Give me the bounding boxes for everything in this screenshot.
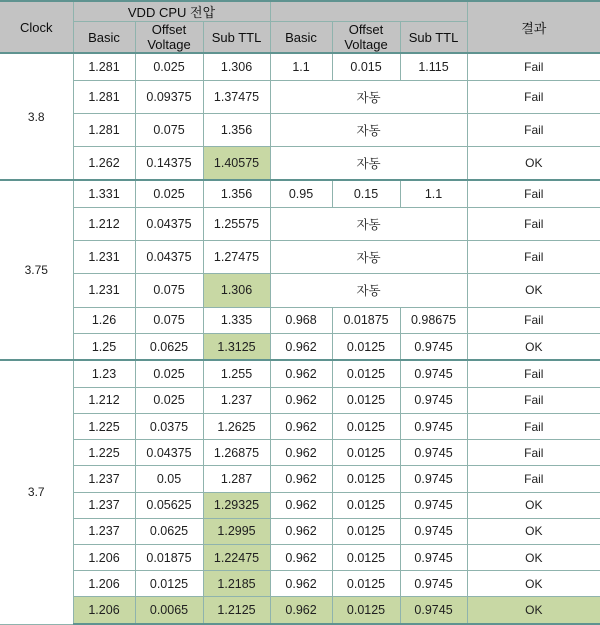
cell-offset-1: 0.09375: [135, 80, 203, 113]
cell-result: Fail: [467, 440, 600, 466]
cell-sub-ttl-1: 1.40575: [203, 146, 270, 180]
cell-result: Fail: [467, 80, 600, 113]
cell-basic-1: 1.281: [73, 80, 135, 113]
cell-offset-2: 0.0125: [332, 466, 400, 492]
cell-sub-ttl-1: 1.2185: [203, 571, 270, 597]
cell-offset-1: 0.0065: [135, 597, 203, 624]
cell-basic-2: 0.962: [270, 440, 332, 466]
cell-basic-1: 1.212: [73, 208, 135, 241]
cell-result: Fail: [467, 180, 600, 207]
cell-result: OK: [467, 544, 600, 570]
cell-basic-2: 0.962: [270, 360, 332, 387]
cell-offset-1: 0.025: [135, 53, 203, 80]
cell-result: Fail: [467, 53, 600, 80]
cell-offset-1: 0.075: [135, 307, 203, 333]
header-group-secondary: [270, 1, 467, 22]
cell-auto-mode: 자동: [270, 146, 467, 180]
cell-basic-1: 1.206: [73, 597, 135, 624]
cell-auto-mode: 자동: [270, 274, 467, 307]
cell-sub-ttl-2: 0.9745: [400, 571, 467, 597]
header-offset2-line2: Voltage: [344, 37, 388, 52]
cell-sub-ttl-2: 0.9745: [400, 414, 467, 440]
cell-basic-2: 0.962: [270, 597, 332, 624]
cell-result: OK: [467, 597, 600, 624]
cell-offset-2: 0.0125: [332, 387, 400, 413]
cell-basic-1: 1.225: [73, 414, 135, 440]
cell-offset-2: 0.15: [332, 180, 400, 207]
cell-auto-mode: 자동: [270, 241, 467, 274]
cell-basic-1: 1.23: [73, 360, 135, 387]
table-row: [0, 80, 600, 113]
table-row: [0, 113, 600, 146]
header-basic-2: Basic: [270, 22, 332, 54]
table-row: [0, 571, 600, 597]
table-row: [0, 307, 600, 333]
cell-offset-2: 0.0125: [332, 333, 400, 360]
cell-sub-ttl-2: 0.9745: [400, 544, 467, 570]
table-body: [0, 53, 600, 624]
cell-result: OK: [467, 146, 600, 180]
cell-offset-2: 0.015: [332, 53, 400, 80]
cell-sub-ttl-2: 1.1: [400, 180, 467, 207]
cell-basic-2: 0.962: [270, 544, 332, 570]
table-row: [0, 440, 600, 466]
header-offset-voltage-2: [332, 22, 400, 54]
cell-offset-2: 0.01875: [332, 307, 400, 333]
cell-sub-ttl-2: 0.9745: [400, 492, 467, 518]
cell-sub-ttl-1: 1.2625: [203, 414, 270, 440]
cell-offset-2: 0.0125: [332, 440, 400, 466]
cell-offset-1: 0.0125: [135, 571, 203, 597]
cell-result: Fail: [467, 208, 600, 241]
cell-sub-ttl-1: 1.335: [203, 307, 270, 333]
cell-basic-2: 0.95: [270, 180, 332, 207]
table-row: [0, 274, 600, 307]
cell-basic-1: 1.262: [73, 146, 135, 180]
cell-sub-ttl-2: 0.9745: [400, 387, 467, 413]
cell-basic-1: 1.237: [73, 466, 135, 492]
cell-sub-ttl-1: 1.287: [203, 466, 270, 492]
header-basic-1: Basic: [73, 22, 135, 54]
table-header: [0, 1, 600, 53]
cell-offset-2: 0.0125: [332, 571, 400, 597]
cell-basic-2: 0.962: [270, 414, 332, 440]
header-offset-line2: Voltage: [147, 37, 191, 52]
cell-offset-1: 0.0625: [135, 518, 203, 544]
header-offset2-line1: Offset: [348, 22, 384, 37]
cell-offset-2: 0.0125: [332, 518, 400, 544]
cell-sub-ttl-1: 1.255: [203, 360, 270, 387]
cell-basic-2: 1.1: [270, 53, 332, 80]
cell-sub-ttl-1: 1.25575: [203, 208, 270, 241]
cell-offset-1: 0.025: [135, 180, 203, 207]
cell-offset-1: 0.05625: [135, 492, 203, 518]
cell-offset-1: 0.0625: [135, 333, 203, 360]
cell-basic-1: 1.237: [73, 518, 135, 544]
header-offset-line1: Offset: [151, 22, 187, 37]
header-group-vdd-cpu: VDD CPU 전압: [73, 1, 270, 22]
cell-basic-2: 0.962: [270, 492, 332, 518]
cell-offset-2: 0.0125: [332, 414, 400, 440]
cell-basic-2: 0.962: [270, 518, 332, 544]
table-row: [0, 544, 600, 570]
cell-basic-1: 1.237: [73, 492, 135, 518]
cell-sub-ttl-2: 0.9745: [400, 360, 467, 387]
cell-offset-2: 0.0125: [332, 597, 400, 624]
cell-auto-mode: 자동: [270, 80, 467, 113]
cell-result: OK: [467, 492, 600, 518]
table-row: [0, 241, 600, 274]
cell-sub-ttl-2: 0.98675: [400, 307, 467, 333]
clock-group-label: 3.7: [0, 360, 73, 624]
cell-basic-1: 1.212: [73, 387, 135, 413]
cell-sub-ttl-2: 0.9745: [400, 466, 467, 492]
cell-result: OK: [467, 571, 600, 597]
cell-offset-1: 0.0375: [135, 414, 203, 440]
cell-result: Fail: [467, 113, 600, 146]
table-row: [0, 208, 600, 241]
cell-result: OK: [467, 333, 600, 360]
clock-group-label: 3.75: [0, 180, 73, 360]
cell-offset-1: 0.04375: [135, 440, 203, 466]
header-offset-voltage-1: [135, 22, 203, 54]
cell-result: OK: [467, 518, 600, 544]
cell-result: Fail: [467, 466, 600, 492]
cell-offset-1: 0.025: [135, 387, 203, 413]
cell-basic-2: 0.962: [270, 466, 332, 492]
clock-group-label: 3.8: [0, 53, 73, 180]
cell-basic-1: 1.281: [73, 113, 135, 146]
cell-offset-2: 0.0125: [332, 492, 400, 518]
cell-sub-ttl-2: 0.9745: [400, 440, 467, 466]
cell-basic-2: 0.962: [270, 333, 332, 360]
cell-offset-1: 0.14375: [135, 146, 203, 180]
cell-basic-1: 1.25: [73, 333, 135, 360]
cell-offset-1: 0.025: [135, 360, 203, 387]
cell-offset-2: 0.0125: [332, 544, 400, 570]
cell-sub-ttl-1: 1.37475: [203, 80, 270, 113]
cell-offset-1: 0.04375: [135, 241, 203, 274]
cell-result: Fail: [467, 307, 600, 333]
header-result: 결과: [467, 1, 600, 53]
cell-offset-1: 0.04375: [135, 208, 203, 241]
cell-sub-ttl-1: 1.3125: [203, 333, 270, 360]
cell-basic-2: 0.962: [270, 387, 332, 413]
cell-sub-ttl-2: 0.9745: [400, 518, 467, 544]
cell-basic-1: 1.231: [73, 274, 135, 307]
cell-result: Fail: [467, 414, 600, 440]
cell-auto-mode: 자동: [270, 208, 467, 241]
cell-sub-ttl-1: 1.356: [203, 180, 270, 207]
cell-basic-1: 1.331: [73, 180, 135, 207]
table-row: [0, 414, 600, 440]
cell-sub-ttl-1: 1.26875: [203, 440, 270, 466]
table-row: [0, 597, 600, 624]
cell-basic-1: 1.231: [73, 241, 135, 274]
cell-offset-1: 0.05: [135, 466, 203, 492]
cell-sub-ttl-1: 1.306: [203, 53, 270, 80]
cell-basic-1: 1.26: [73, 307, 135, 333]
cell-sub-ttl-1: 1.237: [203, 387, 270, 413]
cell-sub-ttl-1: 1.306: [203, 274, 270, 307]
cell-basic-1: 1.225: [73, 440, 135, 466]
cell-result: Fail: [467, 241, 600, 274]
cell-sub-ttl-1: 1.22475: [203, 544, 270, 570]
cell-sub-ttl-1: 1.356: [203, 113, 270, 146]
cell-sub-ttl-1: 1.29325: [203, 492, 270, 518]
cell-offset-1: 0.075: [135, 113, 203, 146]
table-row: [0, 53, 600, 80]
cell-result: Fail: [467, 387, 600, 413]
cell-result: OK: [467, 274, 600, 307]
header-sub-ttl-2: Sub TTL: [400, 22, 467, 54]
header-row-top: [0, 1, 600, 22]
cell-sub-ttl-2: 0.9745: [400, 333, 467, 360]
cell-sub-ttl-2: 0.9745: [400, 597, 467, 624]
table-row: [0, 466, 600, 492]
cell-sub-ttl-1: 1.2995: [203, 518, 270, 544]
table-row: [0, 333, 600, 360]
table-row: [0, 518, 600, 544]
header-sub-ttl-1: Sub TTL: [203, 22, 270, 54]
cell-sub-ttl-1: 1.2125: [203, 597, 270, 624]
table-row: [0, 387, 600, 413]
cell-sub-ttl-1: 1.27475: [203, 241, 270, 274]
cell-offset-1: 0.01875: [135, 544, 203, 570]
cell-basic-2: 0.968: [270, 307, 332, 333]
table-row: [0, 180, 600, 207]
cell-offset-1: 0.075: [135, 274, 203, 307]
cell-sub-ttl-2: 1.115: [400, 53, 467, 80]
header-clock: Clock: [0, 1, 73, 53]
table-row: [0, 360, 600, 387]
cell-offset-2: 0.0125: [332, 360, 400, 387]
cell-basic-2: 0.962: [270, 571, 332, 597]
cell-auto-mode: 자동: [270, 113, 467, 146]
table-row: [0, 146, 600, 180]
cell-result: Fail: [467, 360, 600, 387]
table-row: [0, 492, 600, 518]
cell-basic-1: 1.281: [73, 53, 135, 80]
cell-basic-1: 1.206: [73, 544, 135, 570]
cell-basic-1: 1.206: [73, 571, 135, 597]
